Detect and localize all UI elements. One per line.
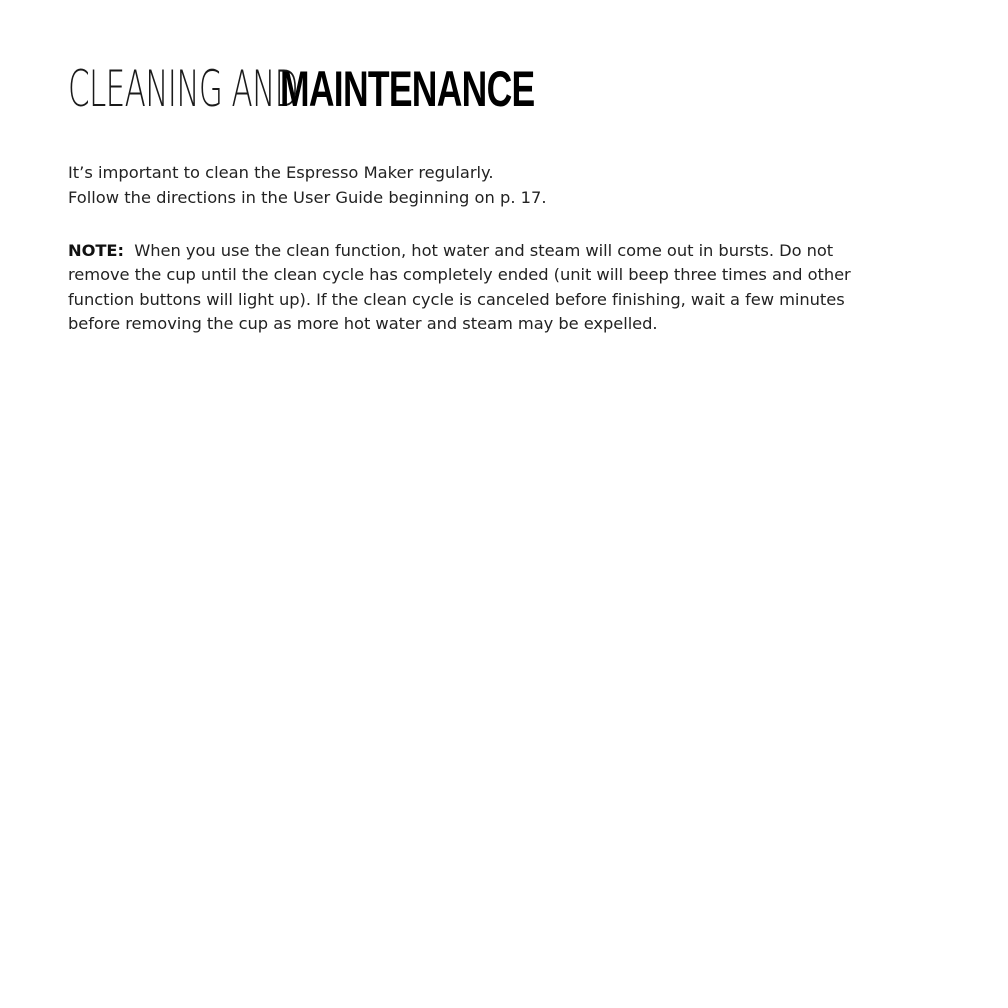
note-line-2: remove the cup until the clean cycle has completely ended (unit will beep three times and other <box>68 265 851 285</box>
intro-paragraph <box>68 161 948 210</box>
page-title <box>68 60 638 118</box>
intro-line-1: It’s important to clean the Espresso Maker regularly. <box>68 163 494 182</box>
intro-line-2: Follow the directions in the User Guide beginning on p. 17. <box>68 187 547 207</box>
page-title-bold: MAINTENANCE <box>280 61 535 117</box>
note-paragraph <box>68 239 948 337</box>
note-line-1-text: When you use the clean function, hot water and steam will come out in bursts. Do not <box>123 240 834 260</box>
note-line-1 <box>68 239 948 264</box>
note-line-4: before removing the cup as more hot water and steam may be expelled. <box>68 314 658 334</box>
note-label: NOTE: <box>68 240 124 260</box>
note-line-3: function buttons will light up). If the clean cycle is canceled before finishing, wait a few minutes <box>68 289 845 309</box>
page-title-light: CLEANING AND <box>68 60 298 118</box>
